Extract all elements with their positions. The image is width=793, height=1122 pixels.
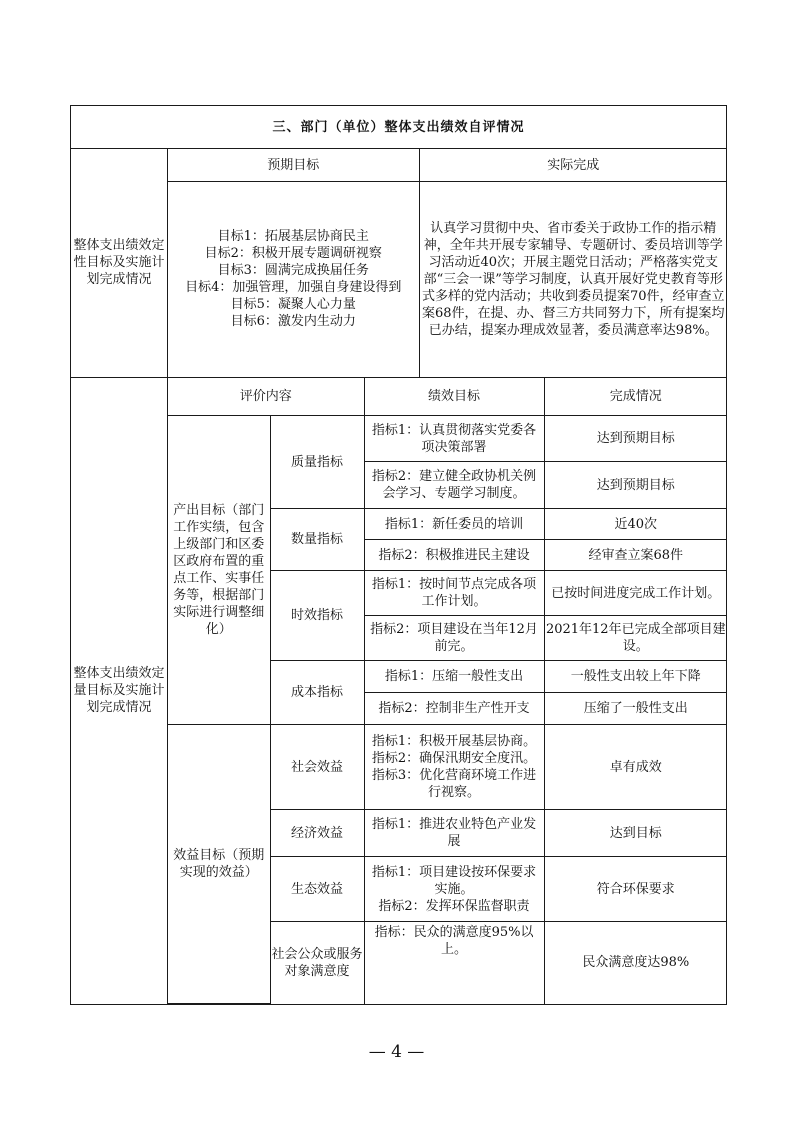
quantitative-label: 整体支出绩效定量目标及实施计划完成情况 xyxy=(71,377,168,1005)
output-target-label: 产出目标（部门工作实绩，包含上级部门和区委区政府布置的重点工作、实事任务等，根据部门实际进行调整细化） xyxy=(168,416,270,725)
metric-satisfaction: 社会公众或服务对象满意度 xyxy=(270,922,364,1004)
performance-table xyxy=(70,105,727,1005)
indicator-cell: 指标2：建立健全政协机关例 会学习、专题学习制度。 xyxy=(364,462,544,509)
expected-goals xyxy=(168,182,419,377)
col-content-header: 评价内容 xyxy=(168,378,364,416)
goal-item: 目标6：激发内生动力 xyxy=(230,314,356,330)
section-title: 三、部门（单位）整体支出绩效自评情况 xyxy=(71,106,727,149)
indicator-cell: 指标：民众的满意度95%以 上。 xyxy=(364,922,544,1004)
indicator-cell: 指标2：控制非生产性开支 xyxy=(364,693,544,725)
metric-quantity: 数量指标 xyxy=(270,509,364,571)
result-cell: 压缩了一般性支出 xyxy=(544,693,727,725)
result-cell: 达到预期目标 xyxy=(544,416,727,462)
page-number: — 4 — xyxy=(368,1042,425,1062)
col-indicator-header: 绩效目标 xyxy=(364,378,544,416)
indicator-cell: 指标1：推进农业特色产业发 展 xyxy=(364,810,544,857)
result-cell: 近40次 xyxy=(544,509,727,540)
metric-social-benefit: 社会效益 xyxy=(270,725,364,810)
result-cell: 达到预期目标 xyxy=(544,462,727,509)
goal-item: 目标3：圆满完成换届任务 xyxy=(217,263,369,279)
indicator-cell: 指标1：认真贯彻落实党委各 项决策部署 xyxy=(364,416,544,462)
result-cell: 卓有成效 xyxy=(544,725,727,810)
goal-item: 目标2：积极开展专题调研视察 xyxy=(204,246,382,262)
result-cell: 经审查立案68件 xyxy=(544,540,727,571)
indicator-cell: 指标1：项目建设按环保要求 实施。 指标2：发挥环保监督职责 xyxy=(364,857,544,922)
result-cell: 已按时间进度完成工作计划。 xyxy=(544,571,727,616)
quantitative-table xyxy=(168,378,727,1005)
qualitative-label: 整体支出绩效定性目标及实施计划完成情况 xyxy=(71,149,168,378)
goal-item: 目标5：凝聚人心力量 xyxy=(230,297,356,313)
indicator-cell: 指标2：积极推进民主建设 xyxy=(364,540,544,571)
result-cell: 符合环保要求 xyxy=(544,857,727,922)
indicator-cell: 指标1：压缩一般性支出 xyxy=(364,661,544,693)
result-cell: 一般性支出较上年下降 xyxy=(544,661,727,693)
col-expected-header: 预期目标 xyxy=(168,149,419,182)
indicator-cell: 指标1：新任委员的培训 xyxy=(364,509,544,540)
result-cell: 2021年12年已完成全部项目建设。 xyxy=(544,616,727,661)
metric-cost: 成本指标 xyxy=(270,661,364,725)
result-cell: 民众满意度达98% xyxy=(544,922,727,1004)
indicator-cell: 指标1：按时间节点完成各项 工作计划。 xyxy=(364,571,544,616)
qualitative-table xyxy=(168,149,727,377)
goal-item: 目标1：拓展基层协商民主 xyxy=(217,229,369,245)
benefit-target-label: 效益目标（预期实现的效益） xyxy=(168,725,270,1004)
result-cell: 达到目标 xyxy=(544,810,727,857)
col-actual-header: 实际完成 xyxy=(419,149,727,182)
metric-economic-benefit: 经济效益 xyxy=(270,810,364,857)
metric-quality: 质量指标 xyxy=(270,416,364,509)
col-result-header: 完成情况 xyxy=(544,378,727,416)
actual-completion: 认真学习贯彻中央、省市委关于政协工作的指示精神，全年共开展专家辅导、专题研讨、委员培训等学习活动近40次；开展主题党日活动；严格落实党支部“三会一课”等学习制度，认真开展好党史教育等形式多样的党内活动；共收到委员提案70件，经审查立案68件，在提、办、督三方共同努力下，所有提案均已办结，提案办理成效显著，委员满意率达98%。 xyxy=(419,182,727,377)
metric-timeliness: 时效指标 xyxy=(270,571,364,661)
indicator-cell: 指标1：积极开展基层协商。 指标2：确保汛期安全度汛。 指标3：优化营商环境工作进 行视察。 xyxy=(364,725,544,810)
metric-ecological-benefit: 生态效益 xyxy=(270,857,364,922)
indicator-cell: 指标2：项目建设在当年12月 前完。 xyxy=(364,616,544,661)
goal-item: 目标4：加强管理，加强自身建设得到 xyxy=(185,280,402,296)
